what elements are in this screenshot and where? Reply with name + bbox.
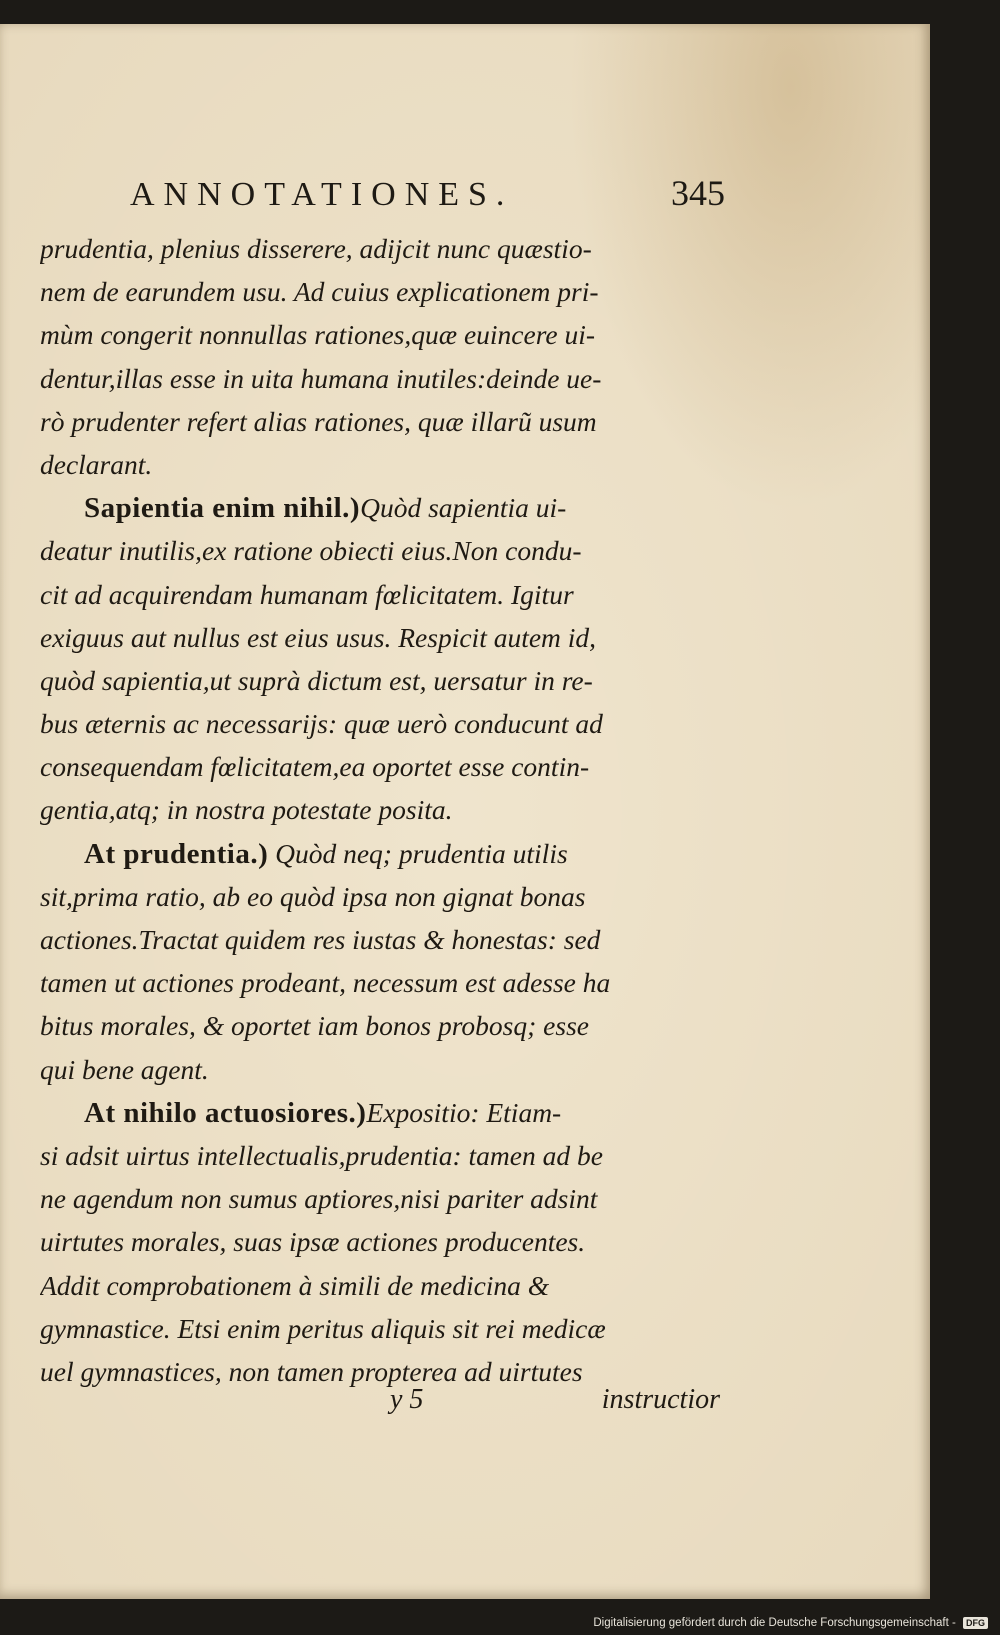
running-title: ANNOTATIONES.	[130, 176, 514, 213]
text-line: ne agendum non sumus aptiores,nisi pariter adsint	[40, 1183, 598, 1215]
text-line: bitus morales, & oportet iam bonos probosq; esse	[40, 1010, 589, 1042]
signature-mark: y 5	[390, 1384, 424, 1415]
credit-text: Digitalisierung gefördert durch die Deutsche Forschungsgemeinschaft -	[593, 1617, 956, 1629]
text-line: quòd sapientia,ut suprà dictum est, uersatur in re-	[40, 664, 593, 696]
text-line: uel gymnastices, non tamen propterea ad uirtutes	[40, 1355, 583, 1387]
paragraph-start	[40, 1091, 720, 1134]
paragraph-start	[40, 486, 720, 529]
text-line: actiones.Tractat quidem res iustas & honestas: sed	[40, 924, 601, 955]
text-line: uirtutes morales, suas ipsæ actiones producentes.	[40, 1226, 586, 1258]
text-line: gentia,atq; in nostra potestate posita.	[40, 794, 453, 826]
text-line: Addit comprobationem à simili de medicina &	[40, 1269, 550, 1301]
digitization-credit	[593, 1617, 988, 1629]
text-line: exiguus aut nullus est eius usus. Respicit autem id,	[40, 621, 597, 653]
page-number: 345	[671, 173, 725, 213]
text-line: prudentia, plenius disserere, adijcit nunc quæstio-	[40, 233, 592, 264]
paragraph-start	[40, 832, 720, 875]
text-line: deatur inutilis,ex ratione obiecti eius.Non condu-	[40, 535, 582, 567]
text-line: nem de earundem usu. Ad cuius explicationem pri-	[40, 276, 599, 308]
text-fragment: Quòd sapientia ui-	[360, 492, 567, 524]
text-fragment: Quòd neq; prudentia utilis	[275, 837, 568, 869]
text-line: sit,prima ratio, ab eo quòd ipsa non gignat bonas	[40, 880, 586, 912]
dfg-logo-icon: DFG	[963, 1617, 988, 1629]
text-line: gymnastice. Etsi enim peritus aliquis sit rei medicæ	[40, 1312, 606, 1344]
book-page	[0, 24, 930, 1599]
text-line: si adsit uirtus intellectualis,prudentia: tamen ad be	[40, 1139, 603, 1171]
text-line: bus æternis ac necessarijs: quæ uerò conducunt ad	[40, 708, 603, 740]
body-text	[40, 227, 720, 1393]
page-header	[130, 164, 725, 224]
catchword: instructior	[601, 1384, 720, 1415]
lemma-heading: At prudentia.)	[84, 837, 269, 870]
text-line: rò prudenter refert alias rationes, quæ illarũ usum	[40, 405, 597, 437]
lemma-heading: Sapientia enim nihil.)	[84, 492, 361, 525]
text-line: qui bene agent.	[40, 1053, 209, 1085]
text-line: declarant.	[40, 448, 153, 480]
lemma-heading: At nihilo actuosiores.)	[84, 1096, 367, 1129]
text-line: consequendam fœlicitatem,ea oportet esse contin-	[40, 751, 590, 783]
text-line: tamen ut actiones prodeant, necessum est adesse ha	[40, 967, 611, 999]
text-line: cit ad acquirendam humanam fœlicitatem. Igitur	[40, 578, 574, 610]
text-line: dentur,illas esse in uita humana inutiles:deinde ue-	[40, 362, 602, 394]
text-line: mùm congerit nonnullas rationes,quæ euincere ui-	[40, 319, 596, 351]
page-footer-line	[40, 1384, 720, 1428]
text-fragment: Expositio: Etiam-	[366, 1096, 562, 1128]
